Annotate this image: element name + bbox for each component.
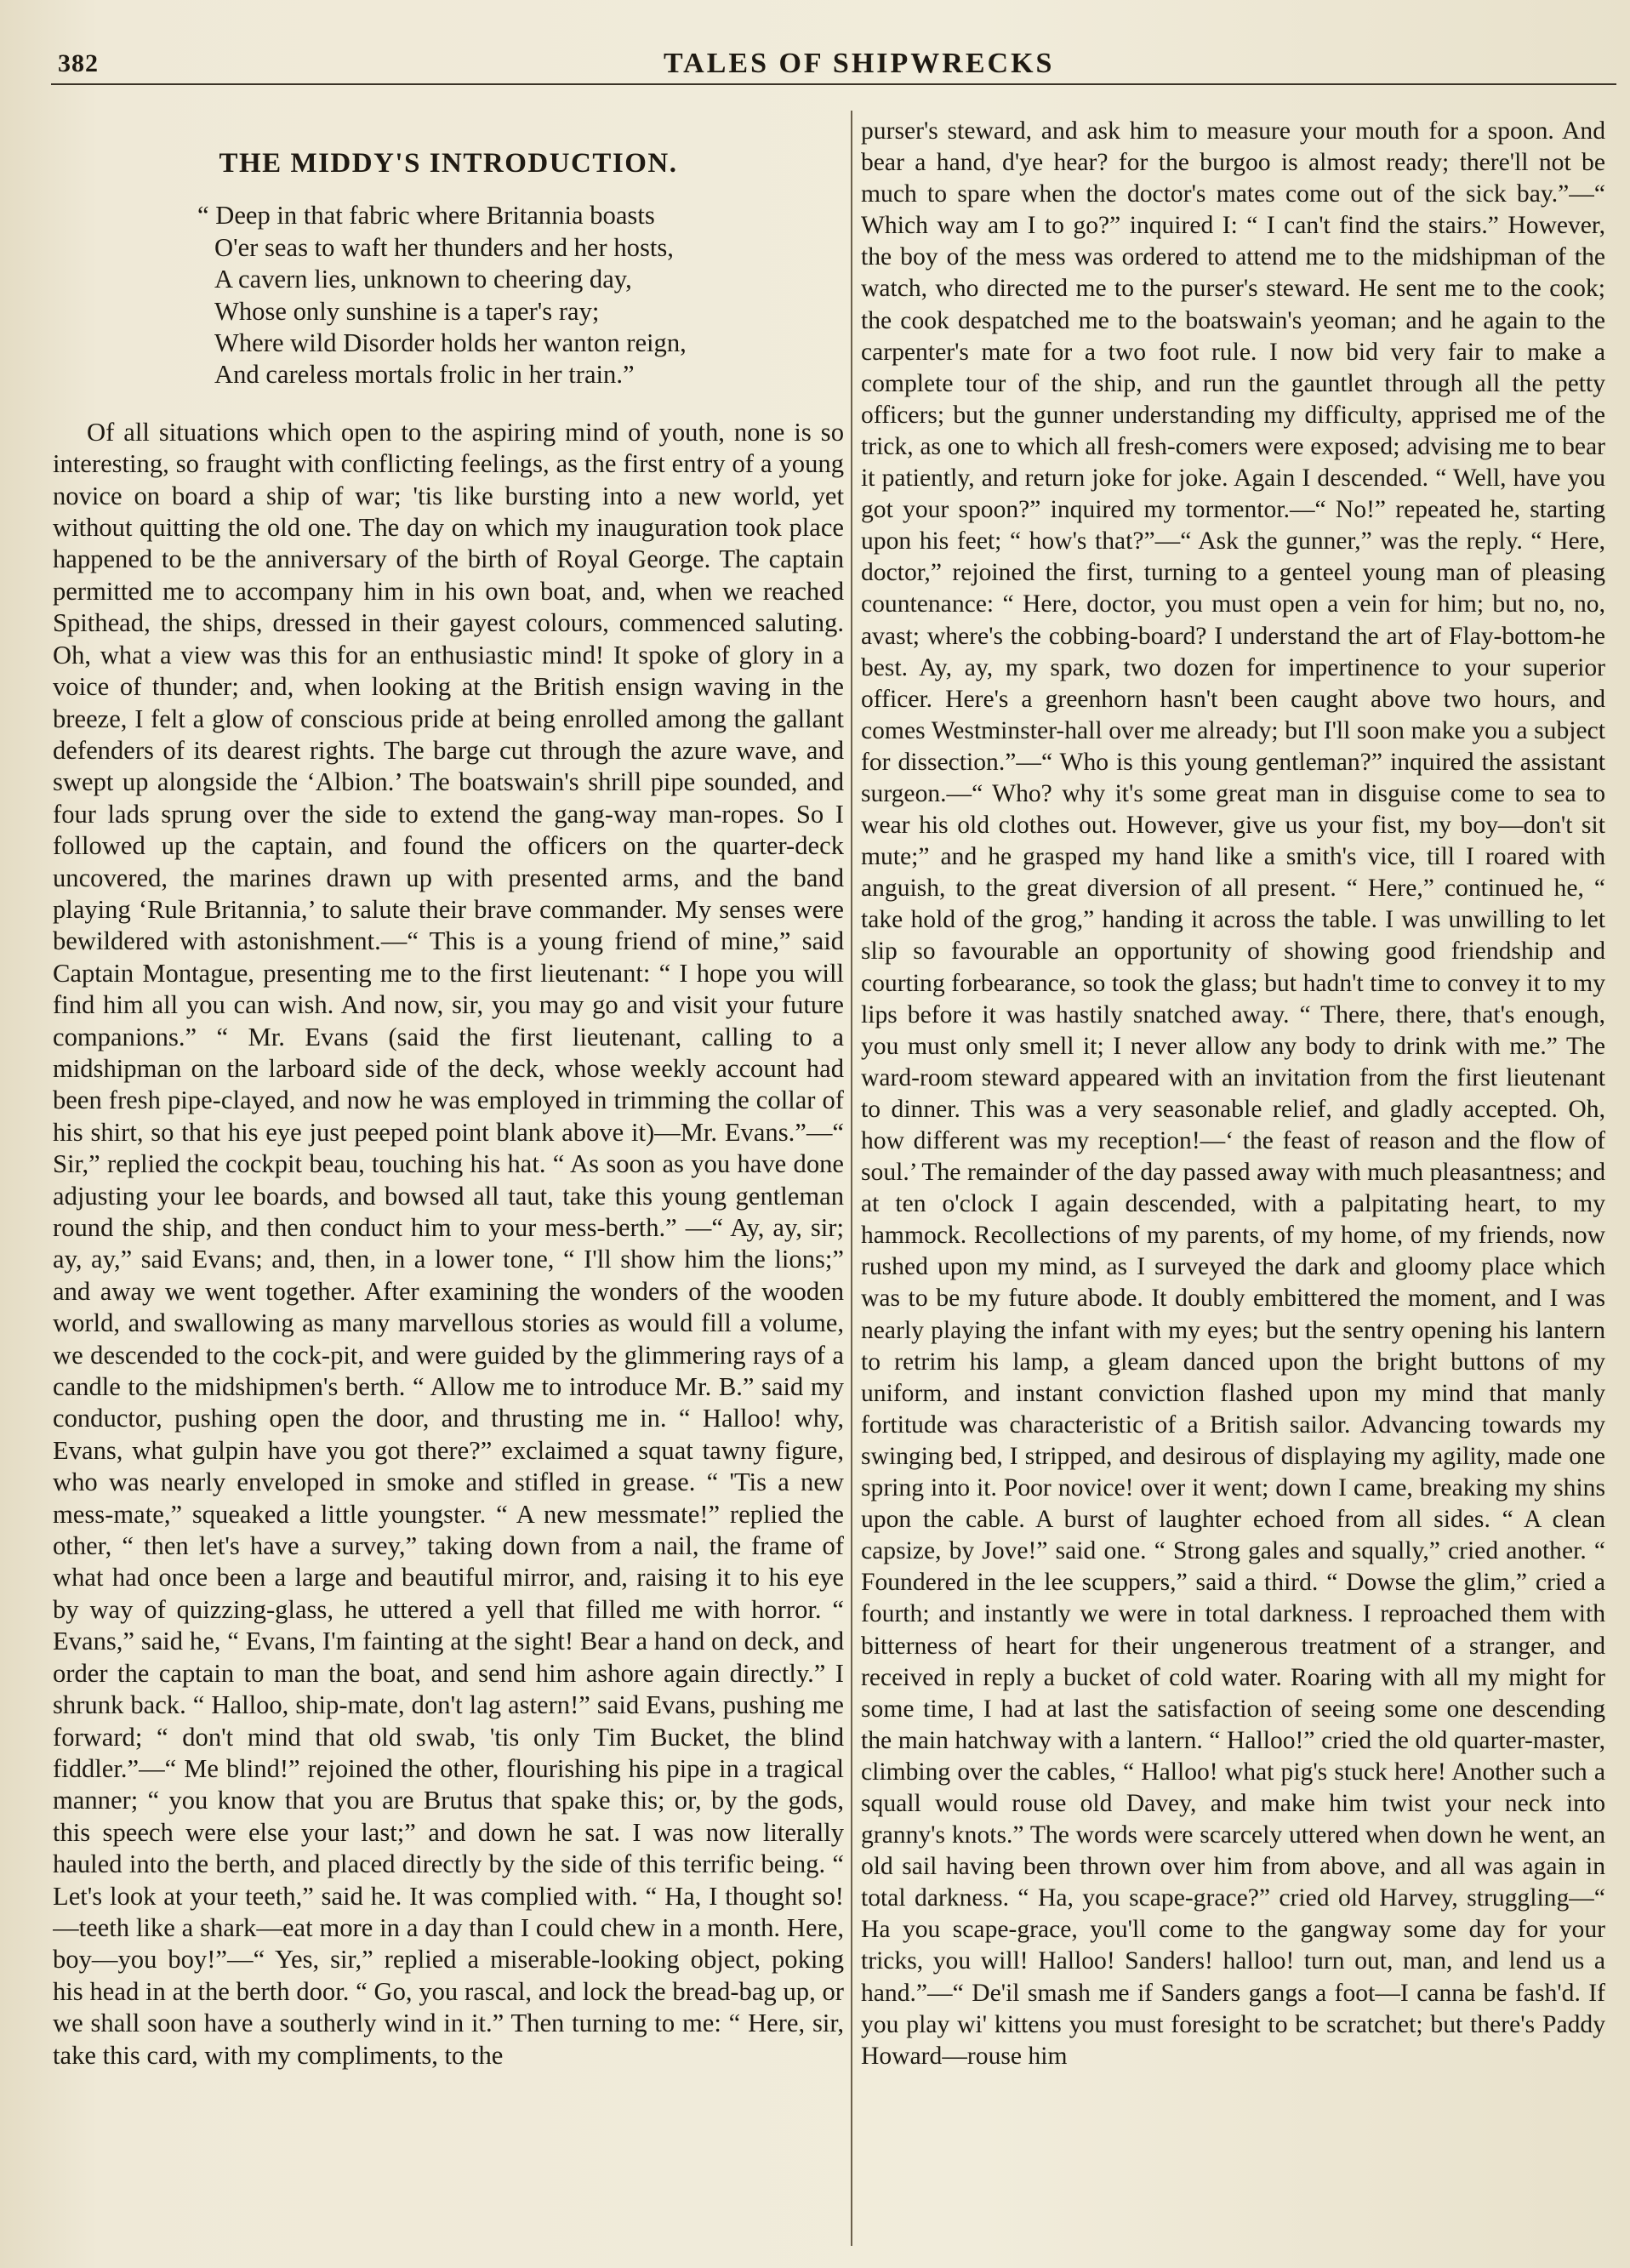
- body-text-right: purser's steward, and ask him to measure your mouth for a spoon. And bear a hand, d'ye hear? for the burgoo is almost ready; there'll not be much to spare when the doctor's mates come out of the sick bay.”—“ Which way am I to go?” inquired I: “ I can't find the stairs.” However, the boy of the mess was ordered to attend me to the midshipman of the watch, who directed me to the purser's steward. He sent me to the cook; the cook despatched me to the boatswain's yeoman; and he again to the carpenter's mate for a two foot rule. I now bid very fair to make a complete tour of the ship, and run the gauntlet through all the petty officers; but the gunner understanding my difficulty, apprised me of the trick, as one to which all fresh-comers were exposed; advising me to bear it patiently, and return joke for joke. Again I descended. “ Well, have you got your spoon?” inquired my tormentor.—“ No!” repeated he, starting upon his feet; “ how's that?”—“ Ask the gunner,” was the reply. “ Here, doctor,” rejoined the first, turning to a genteel young man of pleasing countenance: “ Here, doctor, you must open a vein for him; but no, no, avast; where's the cobbing-board? I understand the art of Flay-bottom-he best. Ay, ay, my spark, two dozen for impertinence to your superior officer. Here's a greenhorn hasn't been caught above two hours, and comes Westminster-hall over me already; but I'll soon make you a subject for dissection.”—“ Who is this young gentleman?” inquired the assistant surgeon.—“ Who? why it's some great man in disguise come to sea to wear his old clothes out. However, give us your fist, my boy—don't sit mute;” and he grasped my hand like a smith's vice, till I roared with anguish, to the great diversion of all present. “ Here,” continued he, “ take hold of the grog,” handing it across the table. I was unwilling to let slip so favourable an opportunity of showing good friendship and courting forbearance, so took the glass; but hadn't time to convey it to my lips before it was hastily snatched away. “ There, there, that's enough, you must only smell it; I never allow any body to drink with me.” The ward-room steward appeared with an invitation from the first lieutenant to dinner. This was a very seasonable relief, and gladly accepted. Oh, how different was my reception!—‘ the feast of reason and the flow of soul.’ The remainder of the day passed away with much pleasantness; and at ten o'clock I again descended, with a palpitating heart, to my hammock. Recollections of my parents, of my home, of my friends, now rushed upon my mind, as I surveyed the dark and gloomy place which was to be my future abode. It doubly embittered the moment, and I was nearly playing the infant with my eyes; but the sentry opening his lantern to retrim his lamp, a gleam danced upon the bright buttons of my uniform, and instant conviction flashed upon my mind that manly fortitude was characteristic of a British sailor. Advancing towards my swinging bed, I stripped, and desirous of displaying my agility, made one spring into it. Poor novice! over it went; down I came, breaking my shins upon the cable. A burst of laughter echoed from all sides. “ A clean capsize, by Jove!” said one. “ Strong gales and squally,” cried another. “ Foundered in the lee scuppers,” said a third. “ Dowse the glim,” cried a fourth; and instantly we were in total darkness. I reproached them with bitterness of heart for their ungenerous treatment of a stranger, and received in reply a bucket of cold water. Roaring with all my might for some time, I had at last the satisfaction of seeing some one descending the main hatchway with a lantern. “ Halloo!” cried the old quarter-master, climbing over the cables, “ Halloo! what pig's stuck here! Another such a squall would rouse old Davey, and make him twist your neck into granny's knots.” The words were scarcely uttered when down he went, an old sail having been thrown over him from above, and all was again in total darkness. “ Ha, you scape-grace?” cried old Harvey, struggling—“ Ha you scape-grace, you'll come to the gangway some day for your tricks, you will! Halloo! Sanders! halloo! turn out, man, and lend us a hand.”—“ De'il smash me if Sanders gangs a foot—I canna be fash'd. If you play wi' kittens you must foresight to be scratchet; but there's Paddy Howard—rouse him: [861, 117, 1605, 2070]
- body-text-left: Of all situations which open to the aspiring mind of youth, none is so interesting, so fraught with conflicting feelings, as the first entry of a young novice on board a ship of war; 'tis like bursting into a new world, yet without quitting the old one. The day on which my inauguration took place happened to be the anniversary of the birth of Royal George. The captain permitted me to accompany him in his own boat, and, when we reached Spithead, the ships, dressed in their gayest colours, commenced saluting. Oh, what a view was this for an enthusiastic mind! It spoke of glory in a voice of thunder; and, when looking at the British ensign waving in the breeze, I felt a glow of conscious pride at being enrolled among the gallant defenders of its dearest rights. The barge cut through the azure wave, and swept up alongside the ‘Albion.’ The boatswain's shrill pipe sounded, and four lads sprung over the side to extend the gang-way man-ropes. So I followed up the captain, and found the officers on the quarter-deck uncovered, the marines drawn up with presented arms, and the band playing ‘Rule Britannia,’ to salute their brave commander. My senses were bewildered with astonishment.—“ This is a young friend of mine,” said Captain Montague, presenting me to the first lieutenant: “ I hope you will find him all you can wish. And now, sir, you may go and visit your future companions.” “ Mr. Evans (said the first lieutenant, calling to a midshipman on the larboard side of the deck, whose weekly account had been fresh pipe-clayed, and now he was employed in trimming the collar of his shirt, so that his eye just peeped point blank above it)—Mr. Evans.”—“ Sir,” replied the cockpit beau, touching his hat. “ As soon as you have done adjusting your lee boards, and bowsed all taut, take this young gentleman round the ship, and then conduct him to your mess-berth.” —“ Ay, ay, sir; ay, ay,” said Evans; and, then, in a lower tone, “ I'll show him the lions;” and away we went together. After examining the wonders of the wooden world, and swallowing as many marvellous stories as would fill a volume, we descended to the cock-pit, and were guided by the glimmering rays of a candle to the midshipmen's berth. “ Allow me to introduce Mr. B.” said my conductor, pushing open the door, and thrusting me in. “ Halloo! why, Evans, what gulpin have you got there?” exclaimed a squat tawny figure, who was nearly enveloped in smoke and stifled in grease. “ 'Tis a new mess-mate,” squeaked a little youngster. “ A new messmate!” replied the other, “ then let's have a survey,” taking down from a nail, the frame of what had once been a large and beautiful mirror, and, raising it to his eye by way of quizzing-glass, he uttered a yell that filled me with horror. “ Evans,” said he, “ Evans, I'm fainting at the sight! Bear a hand on deck, and order the captain to man the boat, and send him ashore again directly.” I shrunk back. “ Halloo, ship-mate, don't lag astern!” said Evans, pushing me forward; “ don't mind that old swab, 'tis only Tim Bucket, the blind fiddler.”—“ Me blind!” rejoined the other, flourishing his pipe in a tragical manner; “ you know that you are Brutus that spake this; or, by the gods, this speech were else your last;” and down he sat. I was now literally hauled into the berth, and placed directly by the side of this terrific being. “ Let's look at your teeth,” said he. It was complied with. “ Ha, I thought so!—teeth like a shark—eat more in a day than I could chew in a month. Here, boy—you boy!”—“ Yes, sir,” replied a miserable-looking object, poking his head in at the berth door. “ Go, you rascal, and lock the bread-bag up, or we shall soon have a southerly wind in it.” Then turning to me: “ Here, sir, take this card, with my compliments, to the: [53, 417, 844, 2070]
- right-column: [861, 116, 1605, 2251]
- verse-line: Where wild Disorder holds her wanton reign,: [214, 328, 687, 358]
- verse-line: Whose only sunshine is a taper's ray;: [214, 296, 600, 326]
- verse-line: “ Deep in that fabric where Britannia boasts: [197, 201, 655, 231]
- epigraph-verse: [197, 200, 844, 390]
- page-number: 382: [58, 49, 99, 77]
- running-title: TALES OF SHIPWRECKS: [664, 48, 1055, 79]
- page-header: [51, 34, 1630, 85]
- verse-line: And careless mortals frolic in her train.”: [214, 360, 635, 390]
- header-rule: [51, 83, 1616, 85]
- column-divider: [851, 111, 852, 2246]
- verse-line: O'er seas to waft her thunders and her hosts,: [214, 232, 674, 262]
- article-title: THE MIDDY'S INTRODUCTION.: [219, 148, 678, 179]
- verse-line: A cavern lies, unknown to cheering day,: [214, 265, 632, 294]
- left-column: [53, 111, 844, 2246]
